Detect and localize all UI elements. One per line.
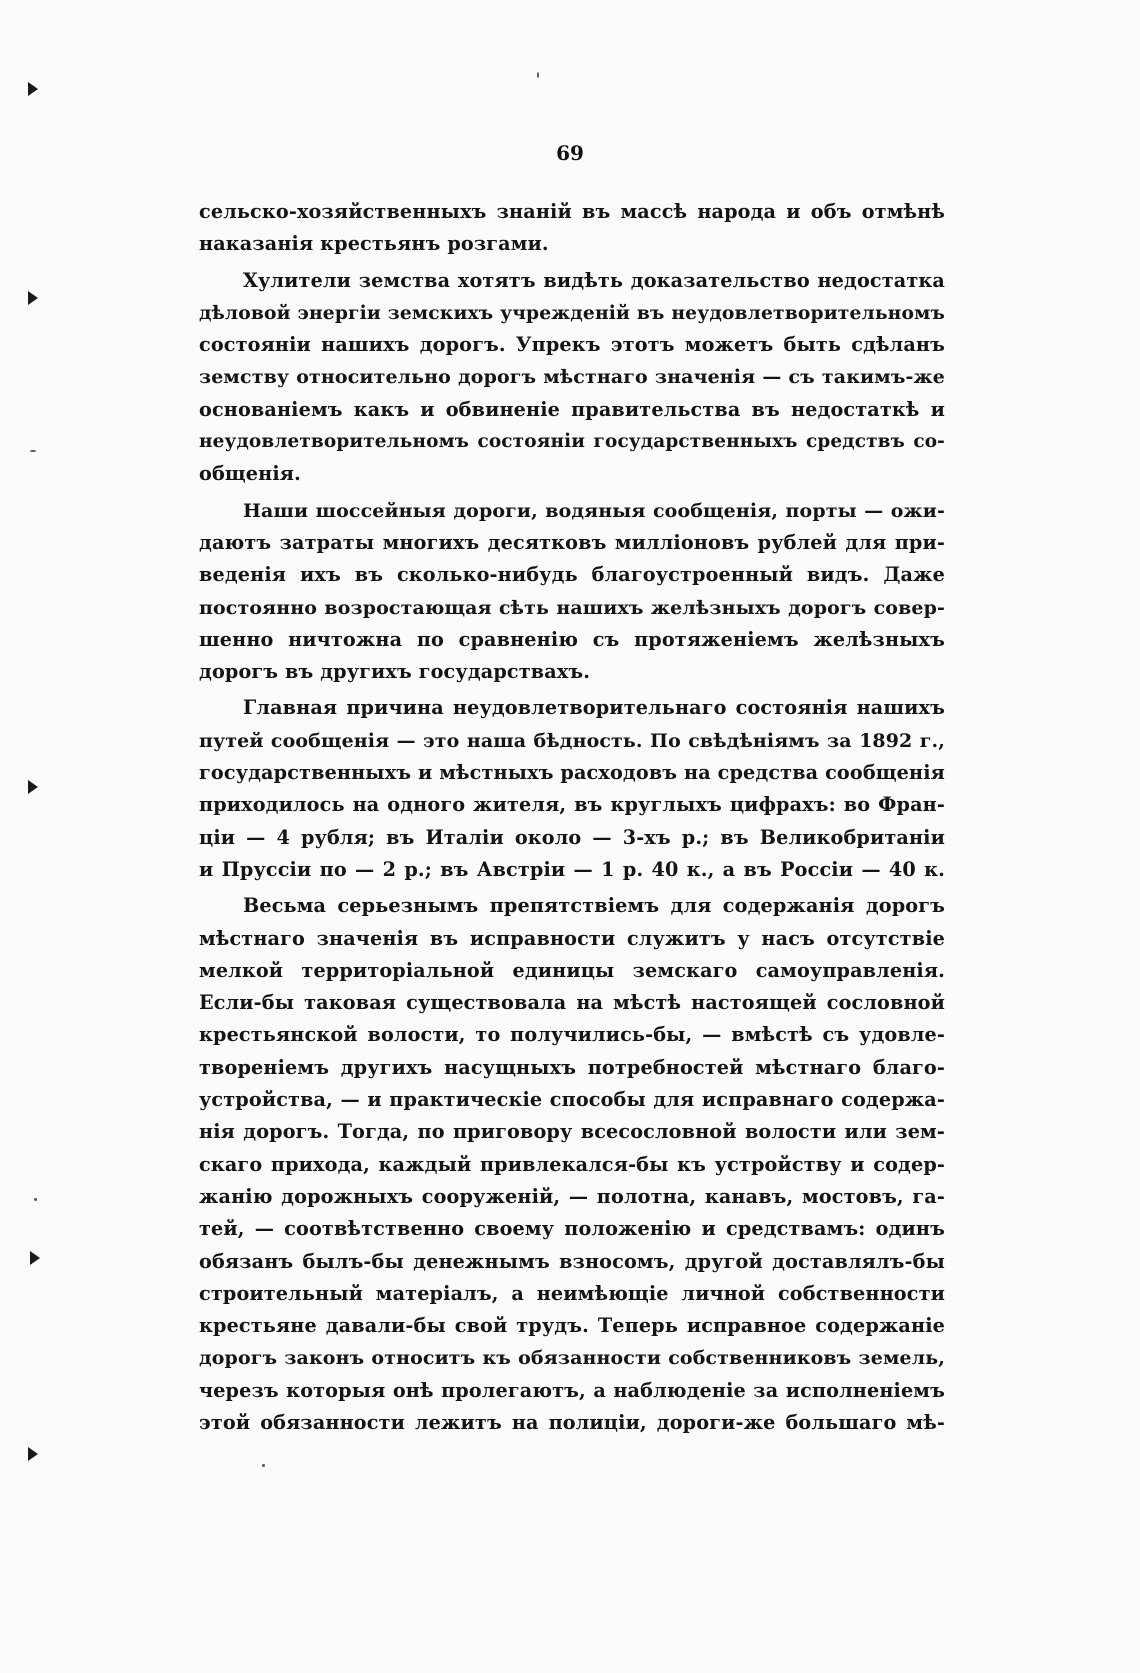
text-line: веденія ихъ въ сколько-нибудь благоустроенный видъ. Даже xyxy=(199,563,945,587)
scan-speck xyxy=(34,1198,37,1201)
margin-mark-icon xyxy=(30,1251,40,1265)
text-line: жанію дорожныхъ сооруженій, — полотна, канавъ, мостовъ, га- xyxy=(199,1184,945,1208)
margin-mark-icon xyxy=(28,780,38,794)
text-line: и Пруссіи по — 2 р.; въ Австріи — 1 р. 40 к., а въ Россіи — 40 к. xyxy=(199,857,945,881)
text-line: крестьяне давали-бы свой трудъ. Теперь исправное содержаніе xyxy=(199,1314,945,1338)
text-line: ціи — 4 рубля; въ Италіи около — 3-хъ р.; въ Великобританіи xyxy=(199,825,945,849)
text-line: дорогъ законъ относитъ къ обязанности собственниковъ земель, xyxy=(199,1347,945,1370)
margin-mark-icon xyxy=(28,1447,38,1461)
paragraph xyxy=(199,692,945,886)
text-line: обязанъ былъ-бы денежнымъ взносомъ, другой доставлялъ-бы xyxy=(199,1249,945,1273)
text-line: основаніемъ какъ и обвиненіе правительства въ недостаткѣ и xyxy=(199,397,945,421)
page-number: 69 xyxy=(556,141,584,165)
margin-mark-icon xyxy=(28,291,38,305)
text-line: состояніи нашихъ дорогъ. Упрекъ этотъ можетъ быть сдѣланъ xyxy=(199,333,945,357)
text-line: Весьма серьезнымъ препятствіемъ для содержанія дорогъ xyxy=(243,894,945,918)
text-line: Если-бы таковая существовала на мѣстѣ настоящей сословной xyxy=(199,991,945,1015)
text-line: путей сообщенія — это наша бѣдность. По свѣдѣніямъ за 1892 г., xyxy=(199,729,945,752)
text-line: даютъ затраты многихъ десятковъ милліоновъ рублей для при- xyxy=(199,530,945,554)
paragraph xyxy=(199,890,945,1439)
text-line: шенно ничтожна по сравненію съ протяженіемъ желѣзныхъ xyxy=(199,627,945,651)
text-line: дорогъ въ другихъ государствахъ. xyxy=(199,660,591,684)
text-line: мелкой территоріальной единицы земскаго самоуправленія. xyxy=(199,958,945,982)
paragraph xyxy=(199,495,945,689)
text-line: строительный матеріалъ, а неимѣющіе личной собственности xyxy=(199,1281,945,1305)
text-line: черезъ которыя онѣ пролегаютъ, а наблюденіе за исполненіемъ xyxy=(199,1378,945,1402)
text-line: мѣстнаго значенія въ исправности служитъ у насъ отсутствіе xyxy=(199,926,945,950)
text-line: неудовлетворительномъ состояніи государственныхъ средствъ со- xyxy=(199,431,945,453)
text-line: приходилось на одного жителя, въ круглыхъ цифрахъ: во Фран- xyxy=(199,793,945,817)
scan-speck xyxy=(537,72,539,78)
text-line: твореніемъ другихъ насущныхъ потребностей мѣстнаго благо- xyxy=(199,1055,945,1079)
paragraph xyxy=(199,196,945,261)
text-line: постоянно возростающая сѣть нашихъ желѣзныхъ дорогъ совер- xyxy=(199,596,945,619)
scan-speck xyxy=(30,450,36,452)
text-line: нія дорогъ. Тогда, по приговору всесословной волости или зем- xyxy=(199,1120,945,1144)
text-line: устройства, — и практическіе способы для исправнаго содержа- xyxy=(199,1088,945,1112)
body-text xyxy=(199,196,945,1443)
text-line: общенія. xyxy=(199,462,301,486)
text-line: сельско-хозяйственныхъ знаній въ массѣ народа и объ отмѣнѣ xyxy=(199,200,945,223)
text-line: Наши шоссейныя дороги, водяныя сообщенія, порты — ожи- xyxy=(243,499,945,522)
margin-mark-icon xyxy=(28,82,38,96)
text-line: скаго прихода, каждый привлекался-бы къ устройству и содер- xyxy=(199,1152,945,1176)
text-line: государственныхъ и мѣстныхъ расходовъ на средства сообщенія xyxy=(199,761,945,785)
text-line: Главная причина неудовлетворительнаго состоянія нашихъ xyxy=(243,696,945,720)
text-line: тей, — соотвѣтственно своему положенію и средствамъ: одинъ xyxy=(199,1217,945,1241)
text-line: крестьянской волости, то получились-бы, — вмѣстѣ съ удовле- xyxy=(199,1023,945,1047)
text-line: Хулители земства хотятъ видѣть доказательство недостатка xyxy=(243,268,945,292)
text-line: земству относительно дорогъ мѣстнаго значенія — съ такимъ-же xyxy=(199,366,945,389)
text-line: дѣловой энергіи земскихъ учрежденій въ неудовлетворительномъ xyxy=(199,301,945,324)
scan-speck xyxy=(262,1464,265,1467)
text-line: этой обязанности лежитъ на полиціи, дороги-же большаго мѣ- xyxy=(199,1410,945,1434)
text-line: наказанія крестьянъ розгами. xyxy=(199,232,549,256)
paragraph xyxy=(199,265,945,491)
